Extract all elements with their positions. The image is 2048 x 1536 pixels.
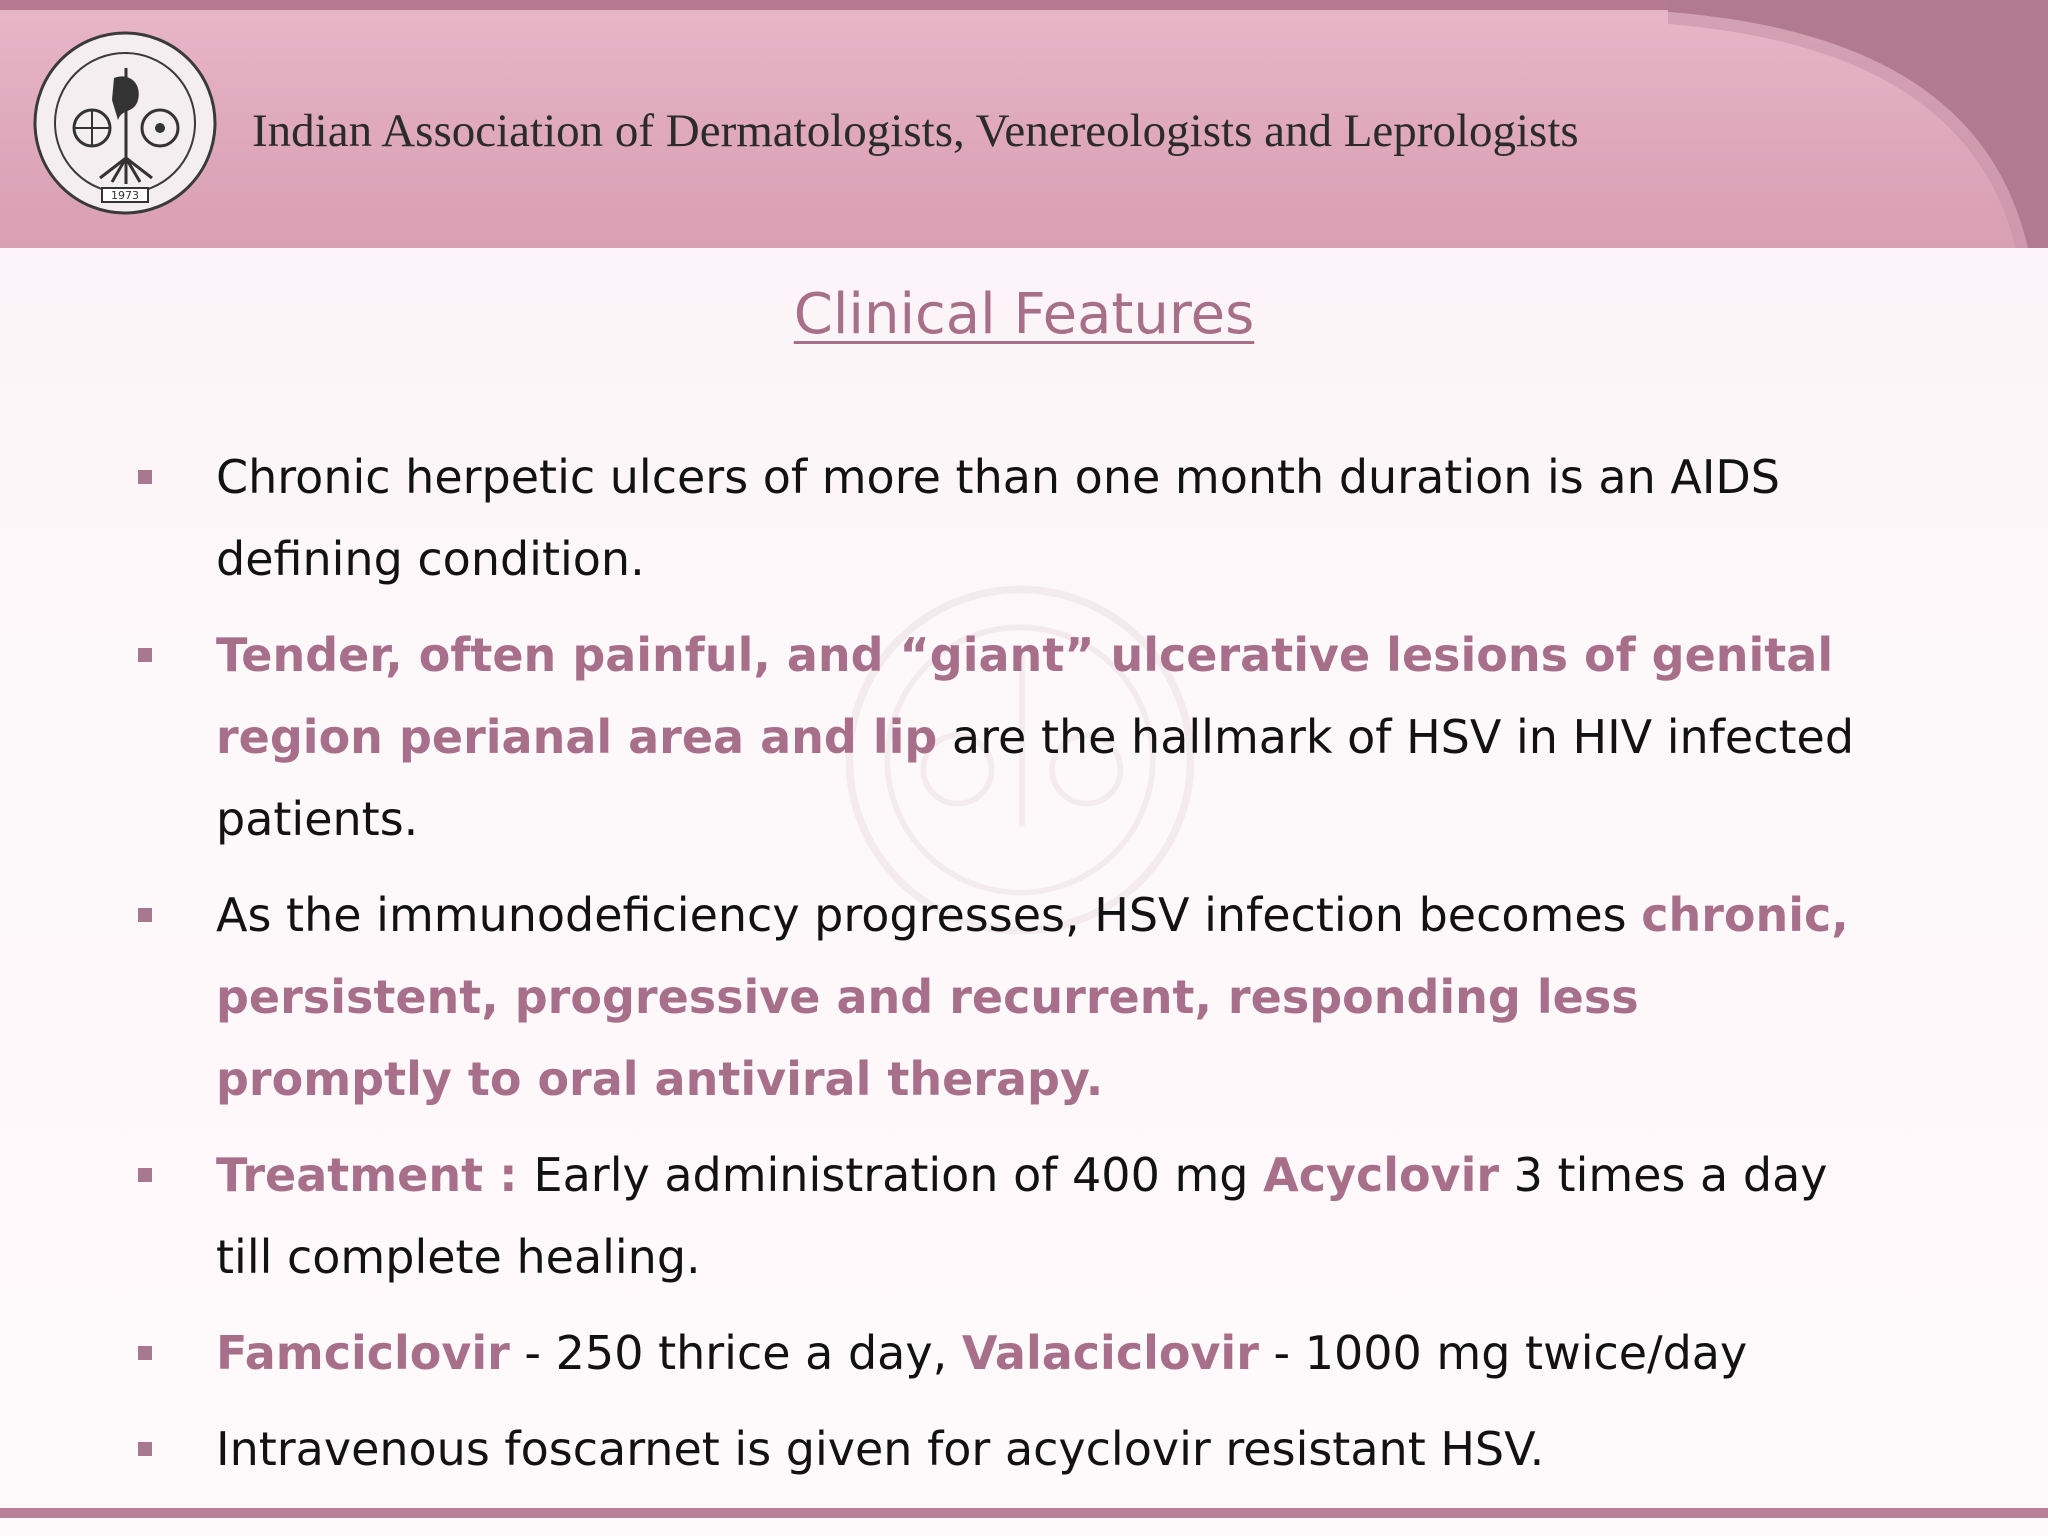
highlighted-text: Valaciclovir	[961, 1326, 1259, 1380]
highlighted-text: Treatment :	[216, 1148, 534, 1202]
bullet-text: Chronic herpetic ulcers of more than one month duration is an AIDS defining condition.	[216, 450, 1780, 586]
slide-title-text: Clinical Features	[793, 282, 1255, 347]
slide-title	[0, 282, 2048, 347]
square-bullet-icon	[138, 908, 152, 922]
bullet-text: - 1000 mg twice/day	[1258, 1326, 1748, 1380]
square-bullet-icon	[138, 648, 152, 662]
bullet-item	[132, 874, 1872, 1120]
bullet-item	[132, 436, 1872, 600]
bullet-text: - 250 thrice a day,	[509, 1326, 962, 1380]
iadvl-seal-icon	[30, 28, 220, 218]
bottom-divider	[0, 1508, 2048, 1518]
bullet-text: 3 times a day till complete healing.	[216, 1148, 1828, 1284]
slide-header	[0, 0, 2048, 248]
header-swoosh	[1668, 0, 2048, 248]
highlighted-text: chronic, persistent, progressive and recurrent, responding less promptly to oral antiviral therapy.	[216, 888, 1849, 1106]
bullet-text: are the hallmark of HSV in HIV infected patients.	[216, 710, 1855, 846]
bullet-item	[132, 1408, 1872, 1490]
highlighted-text: Famciclovir	[216, 1326, 510, 1380]
square-bullet-icon	[138, 1442, 152, 1456]
square-bullet-icon	[138, 1168, 152, 1182]
bullet-text: Early administration of 400 mg	[533, 1148, 1264, 1202]
highlighted-text: Tender, often painful, and “giant” ulcerative lesions of genital region perianal area and lip	[216, 628, 1834, 764]
svg-text:1973: 1973	[111, 189, 139, 202]
bullet-text: As the immunodeficiency progresses, HSV infection becomes	[216, 888, 1642, 942]
bullet-list	[132, 436, 1872, 1504]
bullet-item	[132, 1312, 1872, 1394]
organization-name: Indian Association of Dermatologists, Venereologists and Leprologists	[252, 105, 1579, 157]
highlighted-text: Acyclovir	[1263, 1148, 1500, 1202]
square-bullet-icon	[138, 470, 152, 484]
bullet-item	[132, 1134, 1872, 1298]
bullet-text: Intravenous foscarnet is given for acyclovir resistant HSV.	[216, 1422, 1545, 1476]
bullet-item	[132, 614, 1872, 860]
square-bullet-icon	[138, 1346, 152, 1360]
